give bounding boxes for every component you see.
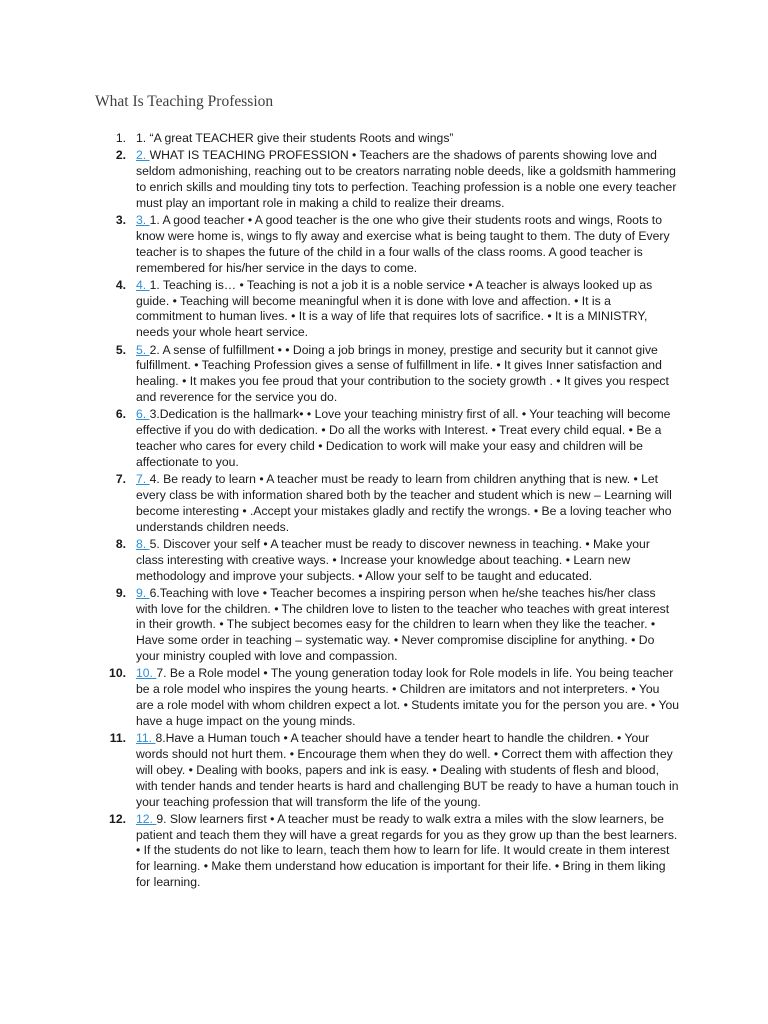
- item-text: 7. Be a Role model • The young generation today look for Role models in life. You being teacher be a role model who inspires the young hearts. • Children are imitators and not interpreters. • You are a role model with whom children expect a lot. • Students imitate you for the person you are. • You have a huge impact on the young minds.: [136, 666, 680, 728]
- item-link[interactable]: 11.: [136, 731, 156, 746]
- item-link[interactable]: 8.: [136, 536, 150, 551]
- document-title: What Is Teaching Profession: [95, 93, 274, 110]
- list-item: [0, 131, 768, 147]
- item-text: 3.Dedication is the hallmark• • Love your teaching ministry first of all. • Your teaching will become effective if you do with dedication. • Do all the works with Interest. • Treat every child equal. • Be a teacher who cares for every child • Dedication to work will make your easy and children will be affectionate to you.: [136, 407, 671, 469]
- item-link[interactable]: 3.: [136, 213, 150, 227]
- item-link[interactable]: 4.: [136, 277, 150, 292]
- item-text: 6.Teaching with love • Teacher becomes a inspiring person when he/she teaches his/her class with love for the children. • The children love to listen to the teacher who teaches with great interest in their growth. • The subject becomes easy for the children to learn when they like the teacher. • Have some order in teaching – systematic way. • Never compromise discipline for anything. • Do your ministry coupled with love and compassion.: [136, 585, 670, 664]
- item-text: 8.Have a Human touch • A teacher should have a tender heart to handle the children. • Your words should not hurt them. • Encourage them when they do well. • Correct them with affection they will obey. • Dealing with books, papers and ink is easy. • Dealing with students of flesh and blood, with tender hands and tender hearts is hard and challenging BUT be ready to have a human touch in your teaching profession that will transform the life of the young.: [136, 731, 679, 809]
- numbered-list: [0, 131, 768, 892]
- item-link[interactable]: 7.: [136, 472, 150, 487]
- item-text: 1. “A great TEACHER give their students Roots and wings”: [136, 131, 454, 145]
- item-number: 7.: [115, 472, 126, 487]
- list-item: [0, 812, 768, 891]
- item-number: 2.: [115, 148, 126, 163]
- item-text: 1. Teaching is… • Teaching is not a job it is a noble service • A teacher is always looked up as guide. • Teaching will become meaningful when it is done with love and affection. • It is a commitment to human lives. • It is a way of life that requires lots of sacrifice. • It is a MINISTRY, needs your whole heart service.: [136, 277, 653, 340]
- item-text: 9. Slow learners first • A teacher must be ready to walk extra a miles with the slow learners, be patient and teach them they will have a great regards for you as they grow up than the best learners. • If the students do not like to learn, teach them how to learn for life. It would create in them interest for learning. • Make them understand how education is important for their life. • Bring in them liking for learning.: [136, 811, 678, 890]
- item-number: 1.: [115, 131, 126, 145]
- list-item: [0, 472, 768, 535]
- item-number: 6.: [115, 407, 126, 422]
- item-text: 4. Be ready to learn • A teacher must be ready to learn from children anything that is new. • Let every class be with information shared both by the teacher and student which is new – Learning will become interesting • .Accept your mistakes gladly and rectify the wrongs. • Be a loving teacher who understands children needs.: [136, 472, 672, 534]
- item-text: WHAT IS TEACHING PROFESSION • Teachers are the shadows of parents showing love and seldom admonishing, reaching out to be creators narrating noble deeds, like a goldsmith hammering to enrich skills and moulding tiny tots to perfection. Teaching profession is a noble one every teacher must play an important role in making a child to realize their dreams.: [136, 148, 677, 210]
- list-item: [0, 666, 768, 729]
- item-number: 8.: [115, 536, 126, 551]
- list-item: [0, 148, 768, 211]
- list-item: [0, 731, 768, 810]
- item-link[interactable]: 9.: [136, 585, 150, 600]
- item-text: 2. A sense of fulfillment • • Doing a job brings in money, prestige and security but it cannot give fulfillment. • Teaching Profession gives a sense of fulfillment in life. • It gives Inner satisfaction and healing. • It makes you fee proud that your contribution to the society growth . • It gives you respect and reverence for the service you do.: [136, 342, 669, 405]
- item-link[interactable]: 10.: [136, 666, 157, 681]
- list-item: [0, 343, 768, 406]
- item-number: 9.: [115, 585, 126, 600]
- item-number: 12.: [109, 811, 126, 826]
- list-item: [0, 586, 768, 665]
- list-item: [0, 278, 768, 341]
- item-text: 5. Discover your self • A teacher must be ready to discover newness in teaching. • Make your class interesting with creative ways. • Increase your knowledge about teaching. • Learn new methodology and improve your subjects. • Allow your self to be taught and educated.: [136, 536, 650, 583]
- item-link[interactable]: 2.: [136, 148, 150, 163]
- item-number: 11.: [109, 731, 126, 746]
- list-item: [0, 213, 768, 276]
- item-number: 4.: [115, 277, 126, 292]
- list-item: [0, 407, 768, 470]
- item-number: 5.: [115, 342, 126, 357]
- item-number: 10.: [109, 666, 126, 681]
- item-link[interactable]: 12.: [136, 811, 157, 826]
- item-text: 1. A good teacher • A good teacher is the one who give their students roots and wings, Roots to know were home is, wings to fly away and exercise what is being taught to them. The duty of Every teacher is to shapes the future of the child in a four walls of the class rooms. A good teacher is remembered for his/her service in the days to come.: [136, 213, 670, 275]
- item-number: 3.: [115, 213, 126, 227]
- item-link[interactable]: 6.: [136, 407, 150, 422]
- list-item: [0, 537, 768, 585]
- item-link[interactable]: 5.: [136, 342, 150, 357]
